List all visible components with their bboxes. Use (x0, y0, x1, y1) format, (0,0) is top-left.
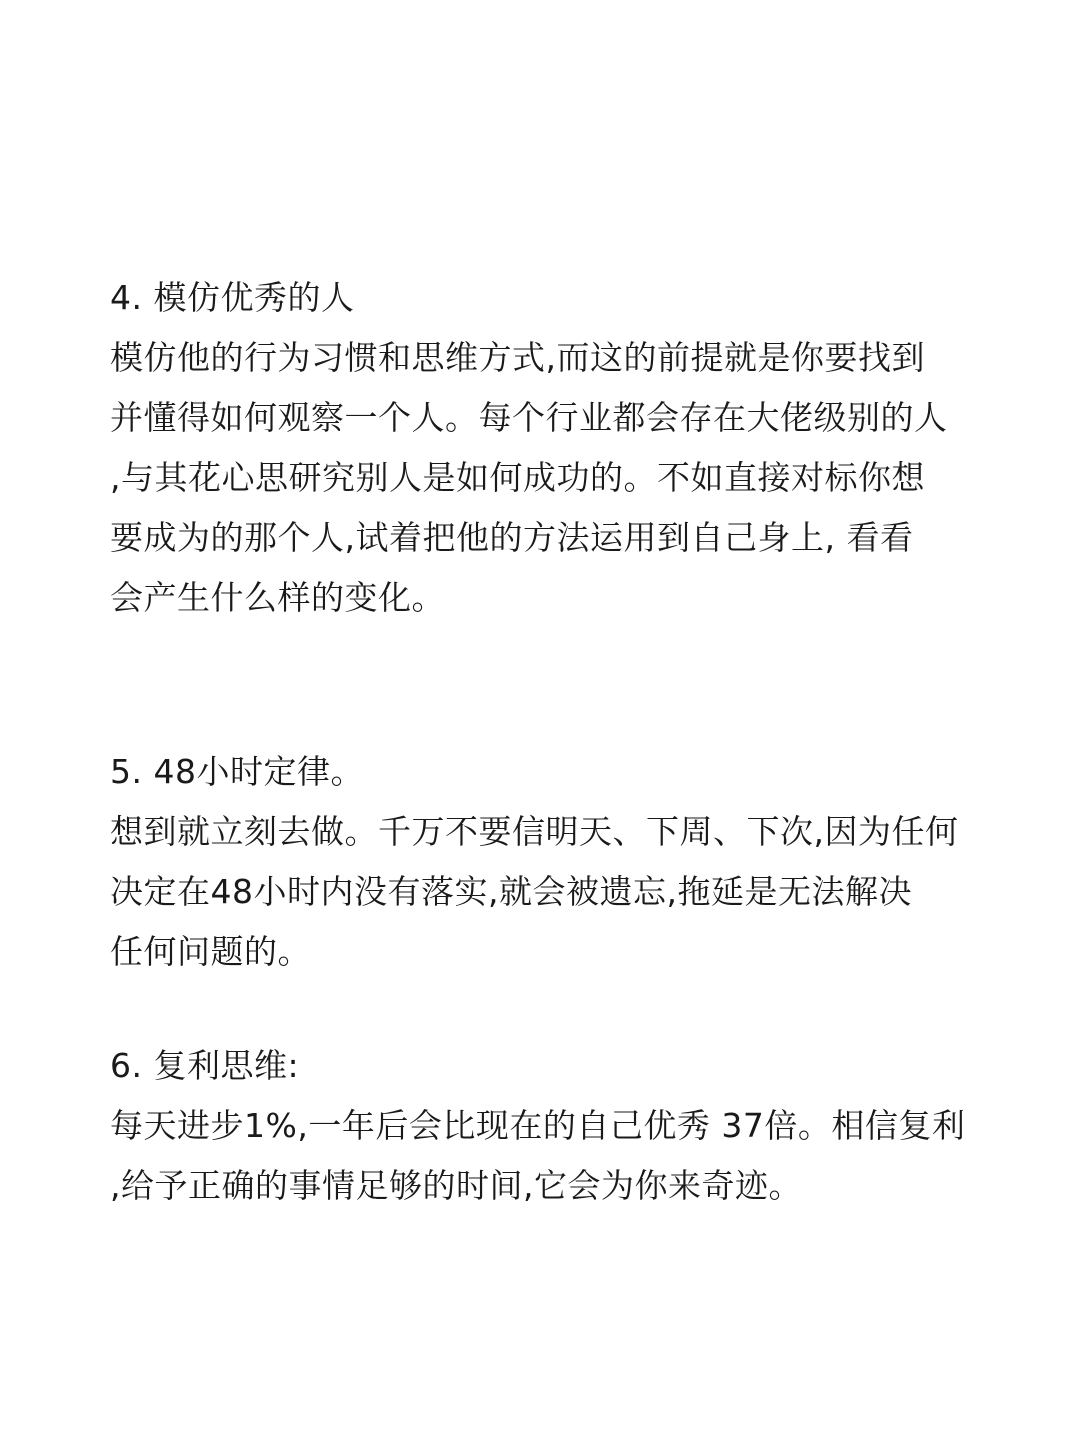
paragraph-line: ,给予正确的事情足够的时间,它会为你来奇迹。 (110, 1166, 802, 1205)
paragraph-line: 任何问题的。 (110, 932, 311, 971)
section-48-hour-rule (110, 742, 990, 982)
section-heading: 6. 复利思维: (110, 1046, 300, 1085)
paragraph-line: ,与其花心思研究别人是如何成功的。不如直接对标你想 (110, 458, 925, 497)
paragraph-line: 会产生什么样的变化。 (110, 578, 445, 617)
paragraph-line: 每天进步1%,一年后会比现在的自己优秀 37倍。相信复利 (110, 1106, 966, 1145)
paragraph-line: 并懂得如何观察一个人。每个行业都会存在大佬级别的人 (110, 398, 948, 437)
paragraph-line: 想到就立刻去做。千万不要信明天、下周、下次,因为任何 (110, 812, 959, 851)
paragraph-line: 决定在48小时内没有落实,就会被遗忘,拖延是无法解决 (110, 872, 912, 911)
section-heading: 5. 48小时定律。 (110, 752, 364, 791)
section-compound-thinking (110, 1036, 990, 1216)
section-imitate-excellent-people (110, 268, 990, 628)
paragraph-line: 要成为的那个人,试着把他的方法运用到自己身上, 看看 (110, 518, 914, 557)
paragraph-line: 模仿他的行为习惯和思维方式,而这的前提就是你要找到 (110, 338, 925, 377)
section-heading: 4. 模仿优秀的人 (110, 278, 355, 317)
